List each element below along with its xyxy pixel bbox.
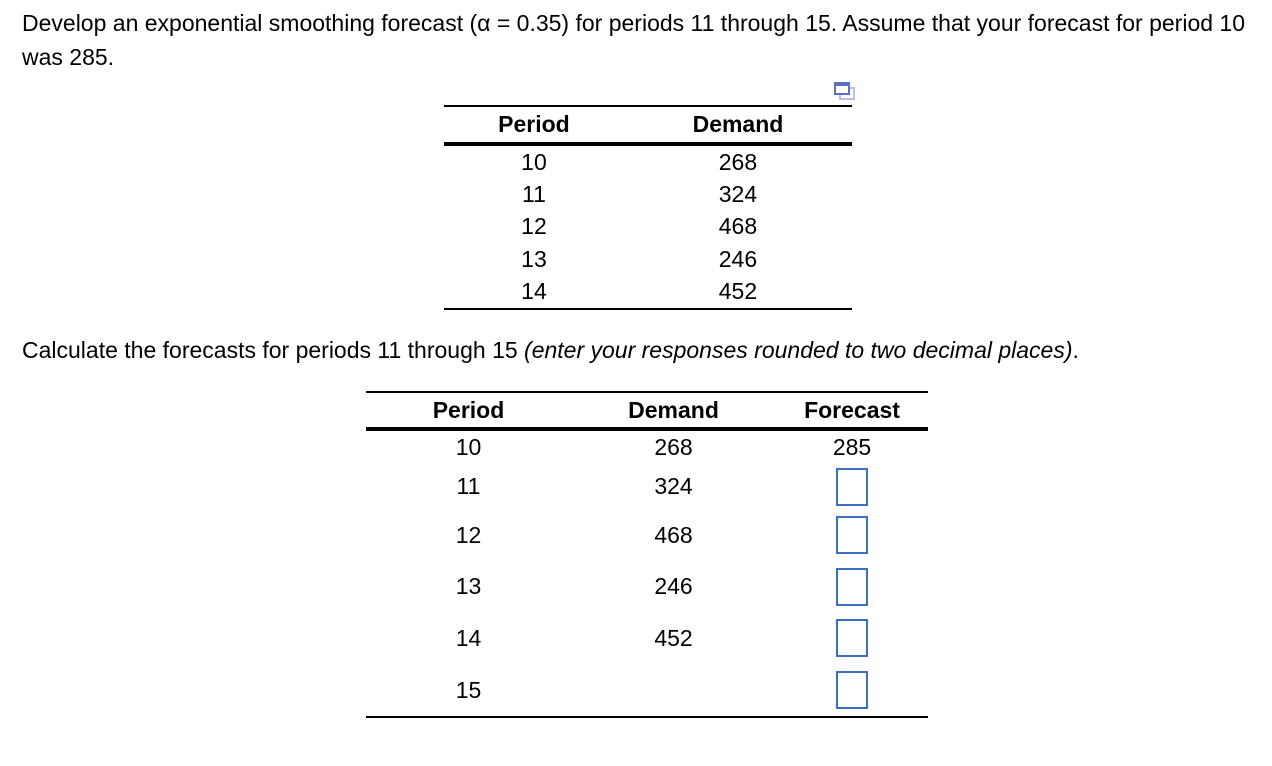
table-row [444,211,852,243]
instruction-note: (enter your responses rounded to two decimal places) [524,337,1073,363]
table-row [444,243,852,275]
forecast-answer-table [366,391,928,718]
period-cell: 11 [456,473,481,499]
demand-cell: 324 [718,181,758,208]
period-cell: 12 [521,213,547,240]
period-cell: 10 [455,434,482,460]
demand-cell: 268 [718,148,758,175]
period-cell: 14 [455,624,482,651]
demand-cell: 452 [718,278,758,305]
demand-data-table [444,105,852,310]
open-in-new-window-button[interactable] [833,80,857,102]
demand-cell: 246 [718,245,758,272]
demand-cell: 452 [654,624,693,651]
open-in-new-window-icon [833,80,857,102]
forecast-input-period-14[interactable] [836,619,868,657]
table-row [444,276,852,308]
question-text: Develop an exponential smoothing forecast (α = 0.35) for periods 11 through 15. Assume that your forecast for period 10 was 285. [22,10,1245,70]
period-cell: 12 [455,521,482,548]
demand-cell: 246 [654,573,693,599]
forecast-input-period-12[interactable] [836,516,868,554]
instruction-end: . [1072,337,1079,363]
table-row [366,612,928,664]
table-row [444,178,852,210]
column-header-forecast: Forecast [776,393,928,429]
column-header-demand: Demand [624,107,852,144]
table-row [366,561,928,612]
period-cell: 10 [521,148,547,175]
forecast-input-period-11[interactable] [836,468,868,506]
table-header-row [444,107,852,144]
table-header-row [366,393,928,429]
forecast-input-period-13[interactable] [836,568,868,606]
table-row [366,464,928,509]
forecast-cell: 285 [832,434,872,460]
demand-cell: 468 [718,213,758,240]
demand-cell: 468 [654,521,693,548]
period-cell: 13 [455,573,482,599]
demand-cell [571,664,776,716]
column-header-period: Period [366,393,571,429]
table-row [444,144,852,178]
instruction-text [22,335,1079,365]
period-cell: 11 [522,181,546,208]
table-row [366,429,928,464]
instruction-main: Calculate the forecasts for periods 11 through 15 [22,337,525,363]
period-cell: 13 [521,245,547,272]
column-header-period: Period [444,107,624,144]
table-row [366,664,928,716]
demand-cell: 268 [654,434,693,460]
period-cell: 14 [521,278,547,305]
column-header-demand: Demand [571,393,776,429]
forecast-input-period-15[interactable] [836,671,868,709]
period-cell: 15 [455,676,482,703]
table-row [366,509,928,561]
demand-cell: 324 [654,473,693,499]
